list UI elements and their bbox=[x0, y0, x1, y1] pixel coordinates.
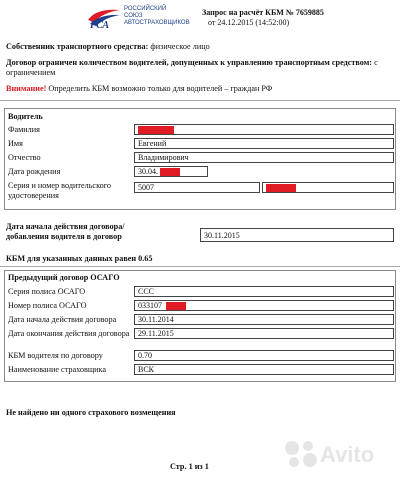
logo-abbr: РСА bbox=[90, 20, 110, 31]
owner-row bbox=[6, 42, 210, 52]
contract-row bbox=[6, 58, 394, 78]
birth-date-label: Дата рождения bbox=[8, 167, 61, 176]
policy-end-label: Дата окончания действия договора bbox=[8, 329, 130, 338]
policy-number-field: 033107 bbox=[134, 300, 394, 311]
policy-series-field: ССС bbox=[134, 286, 394, 297]
logo-line-2: СОЮЗ bbox=[124, 13, 143, 19]
policy-kbm-field: 0.70 bbox=[134, 350, 394, 361]
page-subtitle: от 24.12.2015 (14:52:00) bbox=[208, 18, 290, 27]
policy-row bbox=[6, 364, 394, 376]
owner-label: Собственник транспортного средства: bbox=[6, 42, 149, 51]
start-date-field: 30.11.2015 bbox=[200, 228, 394, 242]
policy-row bbox=[6, 350, 394, 362]
redaction-mark bbox=[266, 184, 296, 192]
watermark-text: Avito bbox=[320, 442, 375, 467]
patronymic-field: Владимирович bbox=[134, 152, 394, 163]
kbm-result: КБМ для указанных данных равен 0.65 bbox=[6, 254, 153, 263]
avito-logo-icon bbox=[282, 438, 322, 470]
contract-label: Договор ограничен количеством водителей, допущенных к управлению транспортным средством: bbox=[6, 58, 373, 67]
license-series-field: 5007 bbox=[134, 182, 260, 193]
redaction-mark bbox=[166, 302, 186, 310]
first-name-label: Имя bbox=[8, 139, 23, 148]
page-number: Стр. 1 из 1 bbox=[170, 462, 209, 471]
driver-row bbox=[6, 138, 394, 150]
driver-row bbox=[6, 124, 394, 136]
policy-start-field: 30.11.2014 bbox=[134, 314, 394, 325]
divider bbox=[0, 266, 400, 267]
first-name-field: Евгений bbox=[134, 138, 394, 149]
avito-watermark bbox=[282, 436, 392, 472]
insurer-label: Наименование страховщика bbox=[8, 365, 107, 374]
patronymic-label: Отчество bbox=[8, 153, 41, 162]
logo-line-3: АВТОСТРАХОВЩИКОВ bbox=[124, 20, 190, 26]
divider bbox=[0, 100, 400, 101]
surname-label: Фамилия bbox=[8, 125, 40, 134]
driver-section-title: Водитель bbox=[8, 112, 43, 121]
driver-row bbox=[6, 180, 394, 204]
policy-number-label: Номер полиса ОСАГО bbox=[8, 301, 87, 310]
policy-start-label: Дата начала действия договора bbox=[8, 315, 117, 324]
policy-row bbox=[6, 314, 394, 326]
license-label: Серия и номер водительского удостоверения bbox=[8, 181, 111, 200]
policy-kbm-label: КБМ водителя по договору bbox=[8, 351, 103, 360]
warning-text: Определить КБМ возможно только для водителей – граждан РФ bbox=[48, 84, 273, 93]
policy-end-field: 29.11.2015 bbox=[134, 328, 394, 339]
warning-row bbox=[6, 84, 272, 94]
policy-series-label: Серия полиса ОСАГО bbox=[8, 287, 86, 296]
insurer-field: ВСК bbox=[134, 364, 394, 375]
policy-row bbox=[6, 328, 394, 348]
previous-policy-title: Предыдущий договор ОСАГО bbox=[8, 273, 120, 282]
page-title: Запрос на расчёт КБМ № 7659885 bbox=[202, 8, 324, 17]
policy-row bbox=[6, 286, 394, 298]
driver-row bbox=[6, 152, 394, 164]
no-claims-message: Не найдено ни одного страхового возмещения bbox=[6, 408, 176, 417]
redaction-mark bbox=[160, 168, 180, 176]
start-date-label: Дата начала действия договора/добавления водителя в договор bbox=[6, 222, 125, 241]
contract-value: с ограничением bbox=[6, 58, 378, 77]
redaction-mark bbox=[138, 126, 174, 134]
birth-date-field: 30.04. bbox=[134, 166, 208, 177]
warning-label: Внимание! bbox=[6, 84, 47, 93]
policy-row bbox=[6, 300, 394, 312]
owner-value: физическое лицо bbox=[150, 42, 210, 51]
logo-line-1: РОССИЙСКИЙ bbox=[124, 6, 167, 12]
driver-row bbox=[6, 166, 394, 178]
